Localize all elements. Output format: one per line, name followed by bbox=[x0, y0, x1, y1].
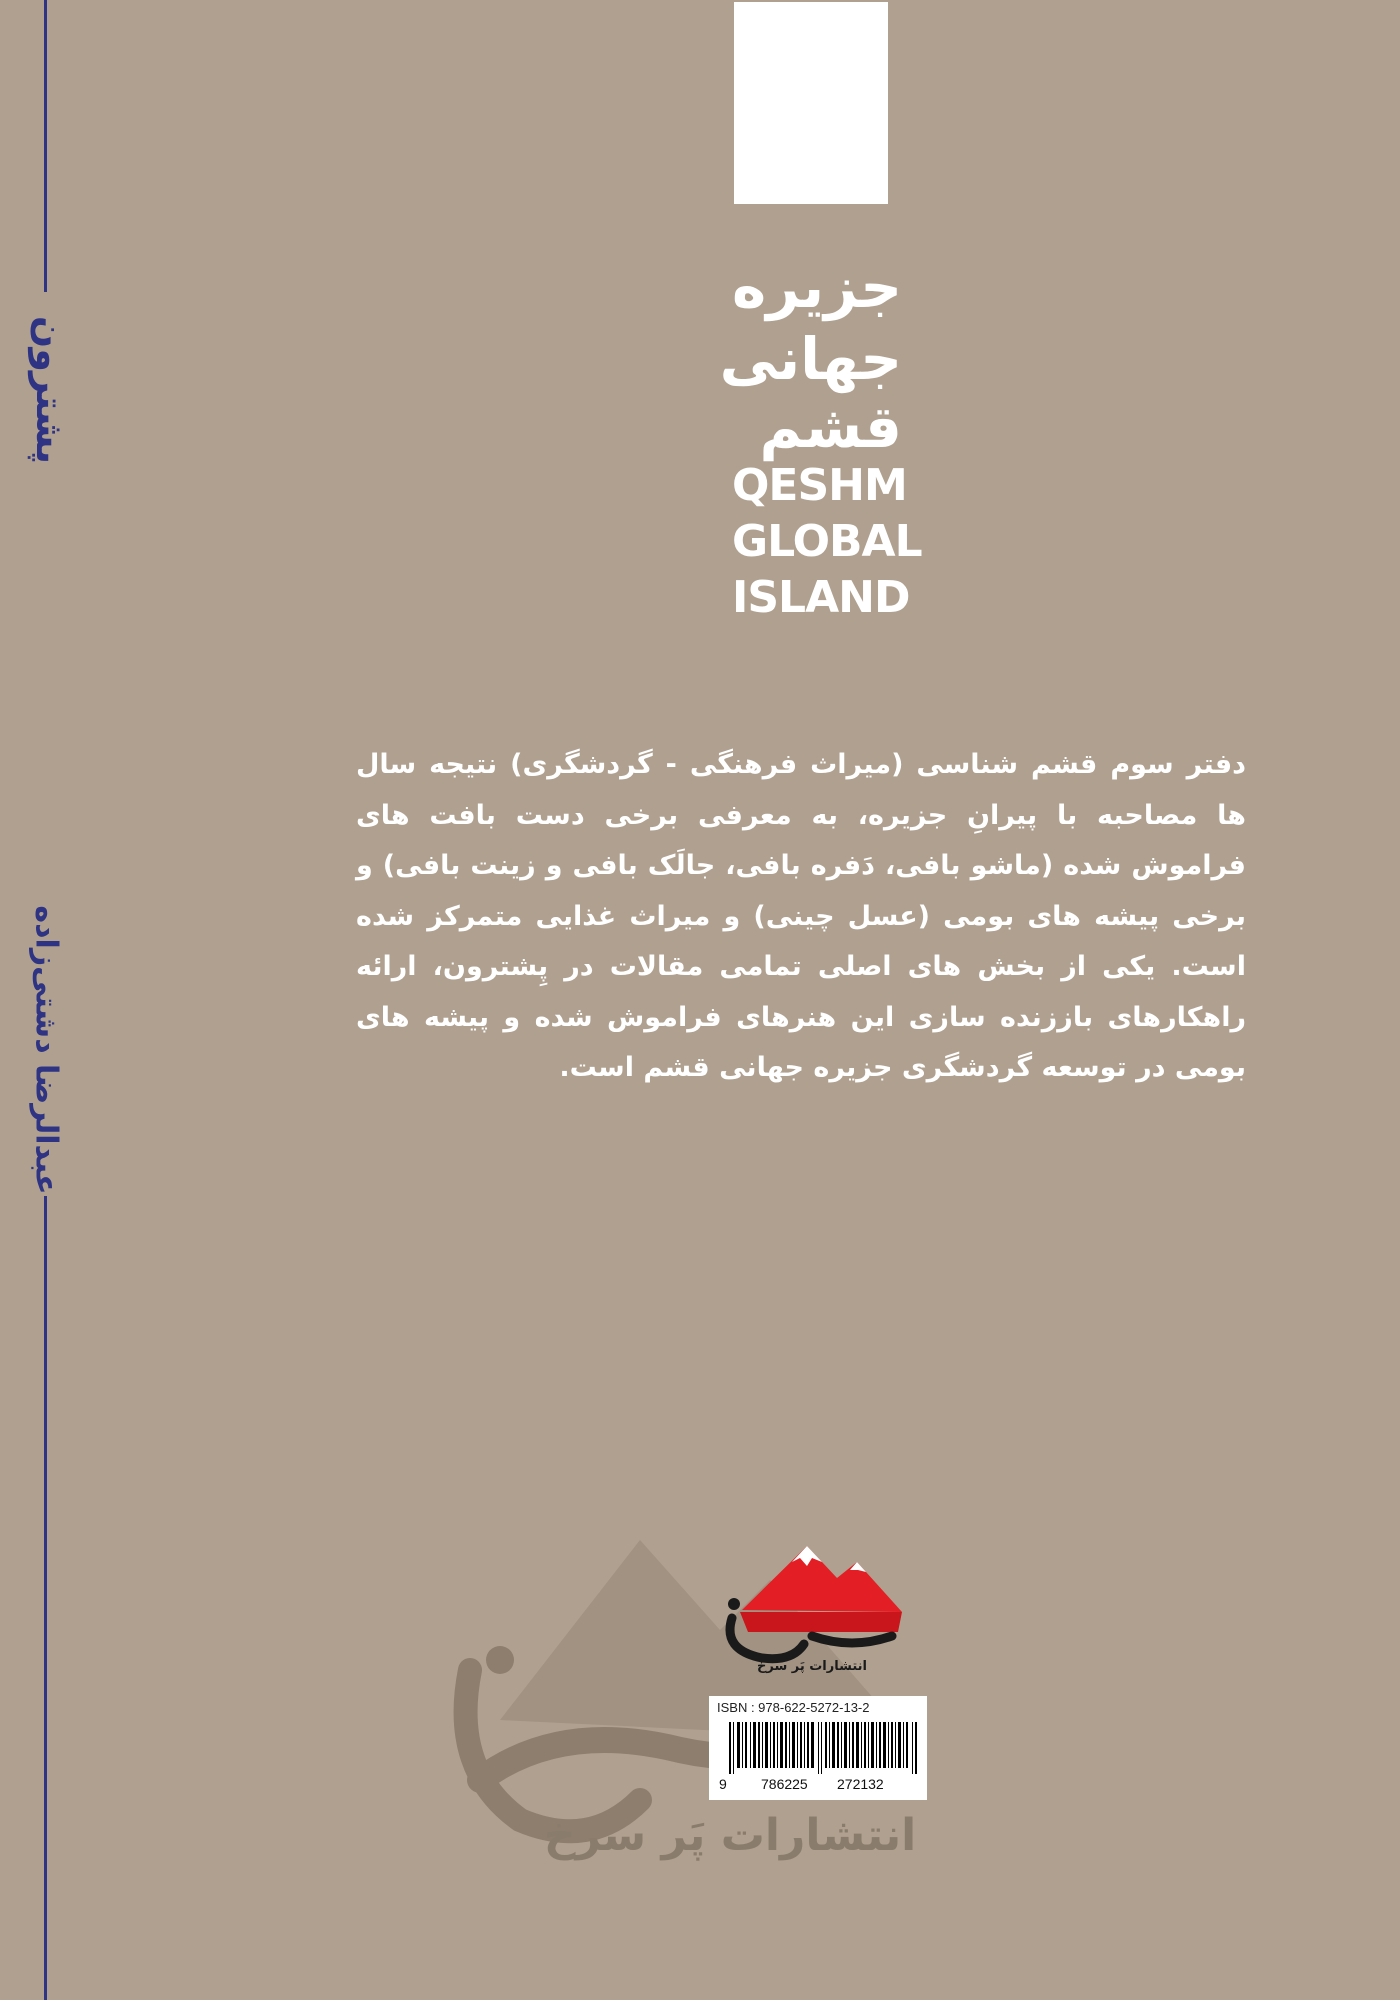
publisher-name: انتشارات پَر سرخ bbox=[756, 1659, 868, 1674]
spine-author: عبدالرضا دشتی‌زاده bbox=[28, 905, 64, 1195]
publisher-watermark-text: انتشارات پَر سرخ bbox=[543, 1810, 917, 1861]
logo-fa-line-2: جهانی bbox=[719, 325, 902, 393]
logo-en-line-1: QESHM bbox=[732, 460, 907, 511]
book-description bbox=[356, 740, 1246, 1094]
spine-line-bottom bbox=[44, 1196, 47, 2000]
spine-line-top bbox=[44, 0, 47, 292]
spine-title: پشترون bbox=[28, 315, 72, 465]
cover-window bbox=[734, 2, 888, 204]
barcode-bars bbox=[729, 1722, 919, 1774]
logo-en-line-3: ISLAND bbox=[732, 572, 910, 623]
isbn-barcode bbox=[709, 1696, 927, 1800]
logo-en-line-2: GLOBAL bbox=[732, 516, 922, 567]
logo-fa-line-1: جزیره bbox=[732, 253, 902, 321]
description-paragraph: دفتر سوم قشم شناسی (میراث فرهنگی - گردشگری) نتیجه سال ها مصاحبه با پیرانِ جزیره، به معرفی برخی دست بافت های فراموش شده (ماشو بافی، دَفره بافی، جالَک بافی و زینت بافی) و برخی پیشه های بومی (عسل چینی) و میراث غذایی متمرکز شده است. یکی از بخش های اصلی تمامی مقالات در پِشترون، ارائه راهکارهای باززنده سازی این هنرهای فراموش شده و پیشه های بومی در توسعه گردشگری جزیره جهانی قشم است. bbox=[356, 749, 1246, 1083]
barcode-digit-group-2: 272132 bbox=[837, 1776, 884, 1792]
isbn-text: ISBN : 978-622-5272-13-2 bbox=[717, 1700, 870, 1715]
qeshm-global-island-logo bbox=[719, 253, 922, 638]
logo-fa-line-3: قشم bbox=[759, 393, 902, 461]
barcode-digit-lead: 9 bbox=[719, 1776, 727, 1792]
barcode-digit-group-1: 786225 bbox=[761, 1776, 808, 1792]
